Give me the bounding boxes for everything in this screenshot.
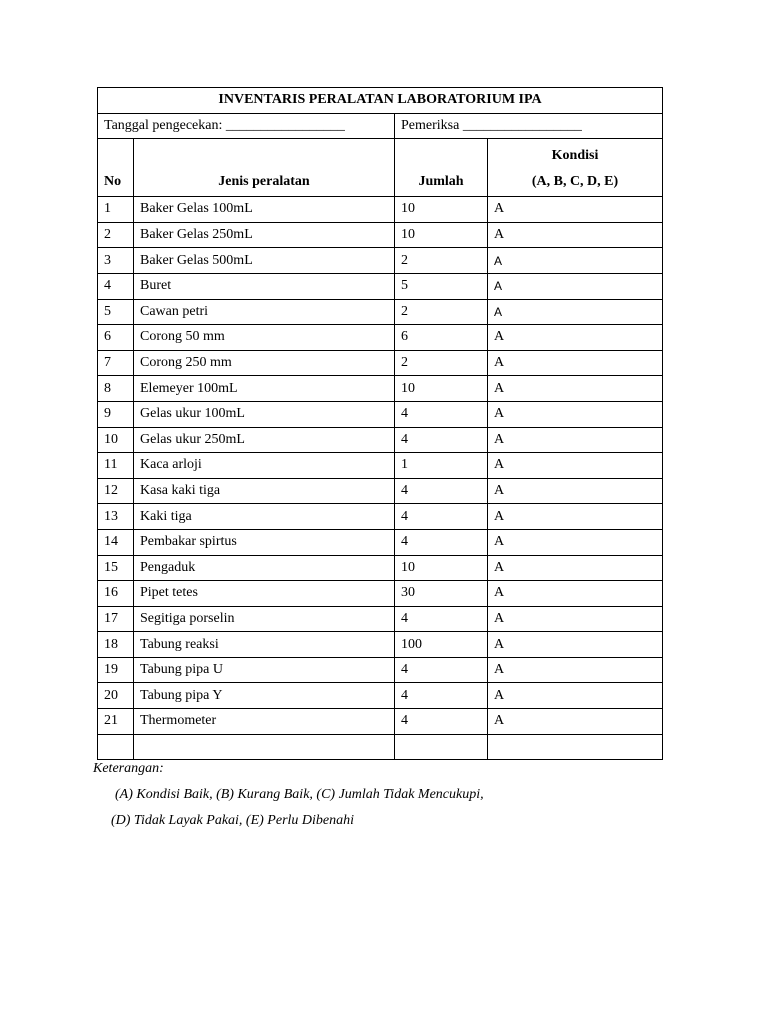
cell-kondisi: A: [488, 478, 663, 504]
cell-no: 1: [98, 197, 134, 223]
table-row: [98, 350, 663, 376]
cell-jumlah: 2: [395, 248, 488, 274]
cell-kondisi: A: [488, 350, 663, 376]
notes-heading: Keterangan:: [93, 761, 164, 776]
cell-no: 13: [98, 504, 134, 530]
cell-jenis: Pembakar spirtus: [134, 529, 395, 555]
cell-no: 10: [98, 427, 134, 453]
table-row: [98, 657, 663, 683]
cell-jumlah: 5: [395, 273, 488, 299]
cell-jenis: Baker Gelas 250mL: [134, 222, 395, 248]
table-row: [98, 453, 663, 479]
cell-no: 2: [98, 222, 134, 248]
cell-kondisi: A: [488, 632, 663, 658]
kondisi-options-label: (A, B, C, D, E): [531, 174, 619, 190]
table-row: [98, 529, 663, 555]
cell-jenis: Corong 50 mm: [134, 325, 395, 351]
cell-jumlah: 4: [395, 401, 488, 427]
cell-jenis: Tabung pipa Y: [134, 683, 395, 709]
cell-no: 8: [98, 376, 134, 402]
cell-jenis: Pipet tetes: [134, 581, 395, 607]
cell-kondisi: A: [488, 222, 663, 248]
cell-jenis: Pengaduk: [134, 555, 395, 581]
cell-jenis: Kaca arloji: [134, 453, 395, 479]
cell-jenis: Tabung reaksi: [134, 632, 395, 658]
cell-jumlah: 4: [395, 427, 488, 453]
kondisi-label: Kondisi: [551, 148, 599, 164]
cell-kondisi: A: [488, 401, 663, 427]
cell-jumlah: 6: [395, 325, 488, 351]
column-header-no: No: [98, 139, 134, 197]
cell-kondisi: A: [488, 657, 663, 683]
cell-jenis: Thermometer: [134, 709, 395, 735]
cell-jenis: Tabung pipa U: [134, 657, 395, 683]
cell-jumlah: 10: [395, 376, 488, 402]
cell-kondisi: A: [488, 427, 663, 453]
cell-jenis: Baker Gelas 500mL: [134, 248, 395, 274]
cell-jenis: Corong 250 mm: [134, 350, 395, 376]
info-row: [98, 113, 663, 139]
cell-no: 12: [98, 478, 134, 504]
cell-jumlah: 10: [395, 555, 488, 581]
cell-kondisi: A: [488, 555, 663, 581]
cell-no: 4: [98, 273, 134, 299]
cell-no: 7: [98, 350, 134, 376]
cell-no: 11: [98, 453, 134, 479]
table-row: [98, 299, 663, 325]
cell-jumlah: 4: [395, 606, 488, 632]
cell-kondisi: A: [488, 683, 663, 709]
cell-jenis: Buret: [134, 273, 395, 299]
cell-jenis: Segitiga porselin: [134, 606, 395, 632]
cell-jumlah: 4: [395, 683, 488, 709]
cell-kondisi: A: [488, 273, 663, 299]
cell-kondisi: A: [488, 581, 663, 607]
cell-no: 14: [98, 529, 134, 555]
cell-kondisi: A: [488, 299, 663, 325]
cell-jumlah: 10: [395, 197, 488, 223]
cell-jumlah: 30: [395, 581, 488, 607]
cell-kondisi: A: [488, 709, 663, 735]
cell-kondisi: [488, 734, 663, 760]
tanggal-pengecekan-field[interactable]: Tanggal pengecekan: _________________: [98, 113, 395, 139]
table-row: [98, 248, 663, 274]
column-header-kondisi: [488, 139, 663, 197]
cell-no: 9: [98, 401, 134, 427]
pemeriksa-field[interactable]: Pemeriksa _________________: [395, 113, 663, 139]
cell-kondisi: A: [488, 453, 663, 479]
cell-no: 18: [98, 632, 134, 658]
cell-jenis: Gelas ukur 100mL: [134, 401, 395, 427]
cell-no: 15: [98, 555, 134, 581]
table-title: INVENTARIS PERALATAN LABORATORIUM IPA: [98, 88, 663, 114]
cell-no: 6: [98, 325, 134, 351]
table-row: [98, 427, 663, 453]
table-row: [98, 683, 663, 709]
cell-no: 21: [98, 709, 134, 735]
cell-jenis: Gelas ukur 250mL: [134, 427, 395, 453]
table-row: [98, 555, 663, 581]
cell-jumlah: 4: [395, 709, 488, 735]
cell-jumlah: 2: [395, 350, 488, 376]
cell-no: 16: [98, 581, 134, 607]
cell-jenis: Baker Gelas 100mL: [134, 197, 395, 223]
column-header-jumlah: Jumlah: [395, 139, 488, 197]
cell-jumlah: 1: [395, 453, 488, 479]
cell-jumlah: 100: [395, 632, 488, 658]
header-row: [98, 139, 663, 197]
cell-kondisi: A: [488, 325, 663, 351]
cell-jumlah: 4: [395, 657, 488, 683]
table-row: [98, 606, 663, 632]
table-row: [98, 504, 663, 530]
cell-kondisi: A: [488, 606, 663, 632]
table-row: [98, 222, 663, 248]
table-row: [98, 401, 663, 427]
cell-no: 20: [98, 683, 134, 709]
table-row: [98, 325, 663, 351]
cell-kondisi: A: [488, 376, 663, 402]
cell-no: 5: [98, 299, 134, 325]
table-row: [98, 709, 663, 735]
cell-jenis: Elemeyer 100mL: [134, 376, 395, 402]
table-row: [98, 273, 663, 299]
title-row: [98, 88, 663, 114]
cell-jumlah: 4: [395, 504, 488, 530]
notes-section: [93, 756, 484, 834]
cell-no: 17: [98, 606, 134, 632]
notes-line-2: (D) Tidak Layak Pakai, (E) Perlu Dibenahi: [111, 813, 355, 828]
cell-jumlah: 4: [395, 478, 488, 504]
inventory-table: [97, 87, 663, 760]
table-row: [98, 581, 663, 607]
cell-jenis: Cawan petri: [134, 299, 395, 325]
table-row: [98, 478, 663, 504]
table-row: [98, 632, 663, 658]
table-row: [98, 376, 663, 402]
cell-kondisi: A: [488, 504, 663, 530]
notes-line-1: (A) Kondisi Baik, (B) Kurang Baik, (C) Jumlah Tidak Mencukupi,: [115, 787, 484, 802]
cell-no: 19: [98, 657, 134, 683]
cell-no: 3: [98, 248, 134, 274]
cell-jumlah: 4: [395, 529, 488, 555]
cell-jumlah: 2: [395, 299, 488, 325]
cell-jenis: Kasa kaki tiga: [134, 478, 395, 504]
cell-kondisi: A: [488, 248, 663, 274]
cell-jumlah: 10: [395, 222, 488, 248]
column-header-jenis: Jenis peralatan: [134, 139, 395, 197]
cell-kondisi: A: [488, 529, 663, 555]
table-row: [98, 197, 663, 223]
cell-kondisi: A: [488, 197, 663, 223]
cell-jenis: Kaki tiga: [134, 504, 395, 530]
